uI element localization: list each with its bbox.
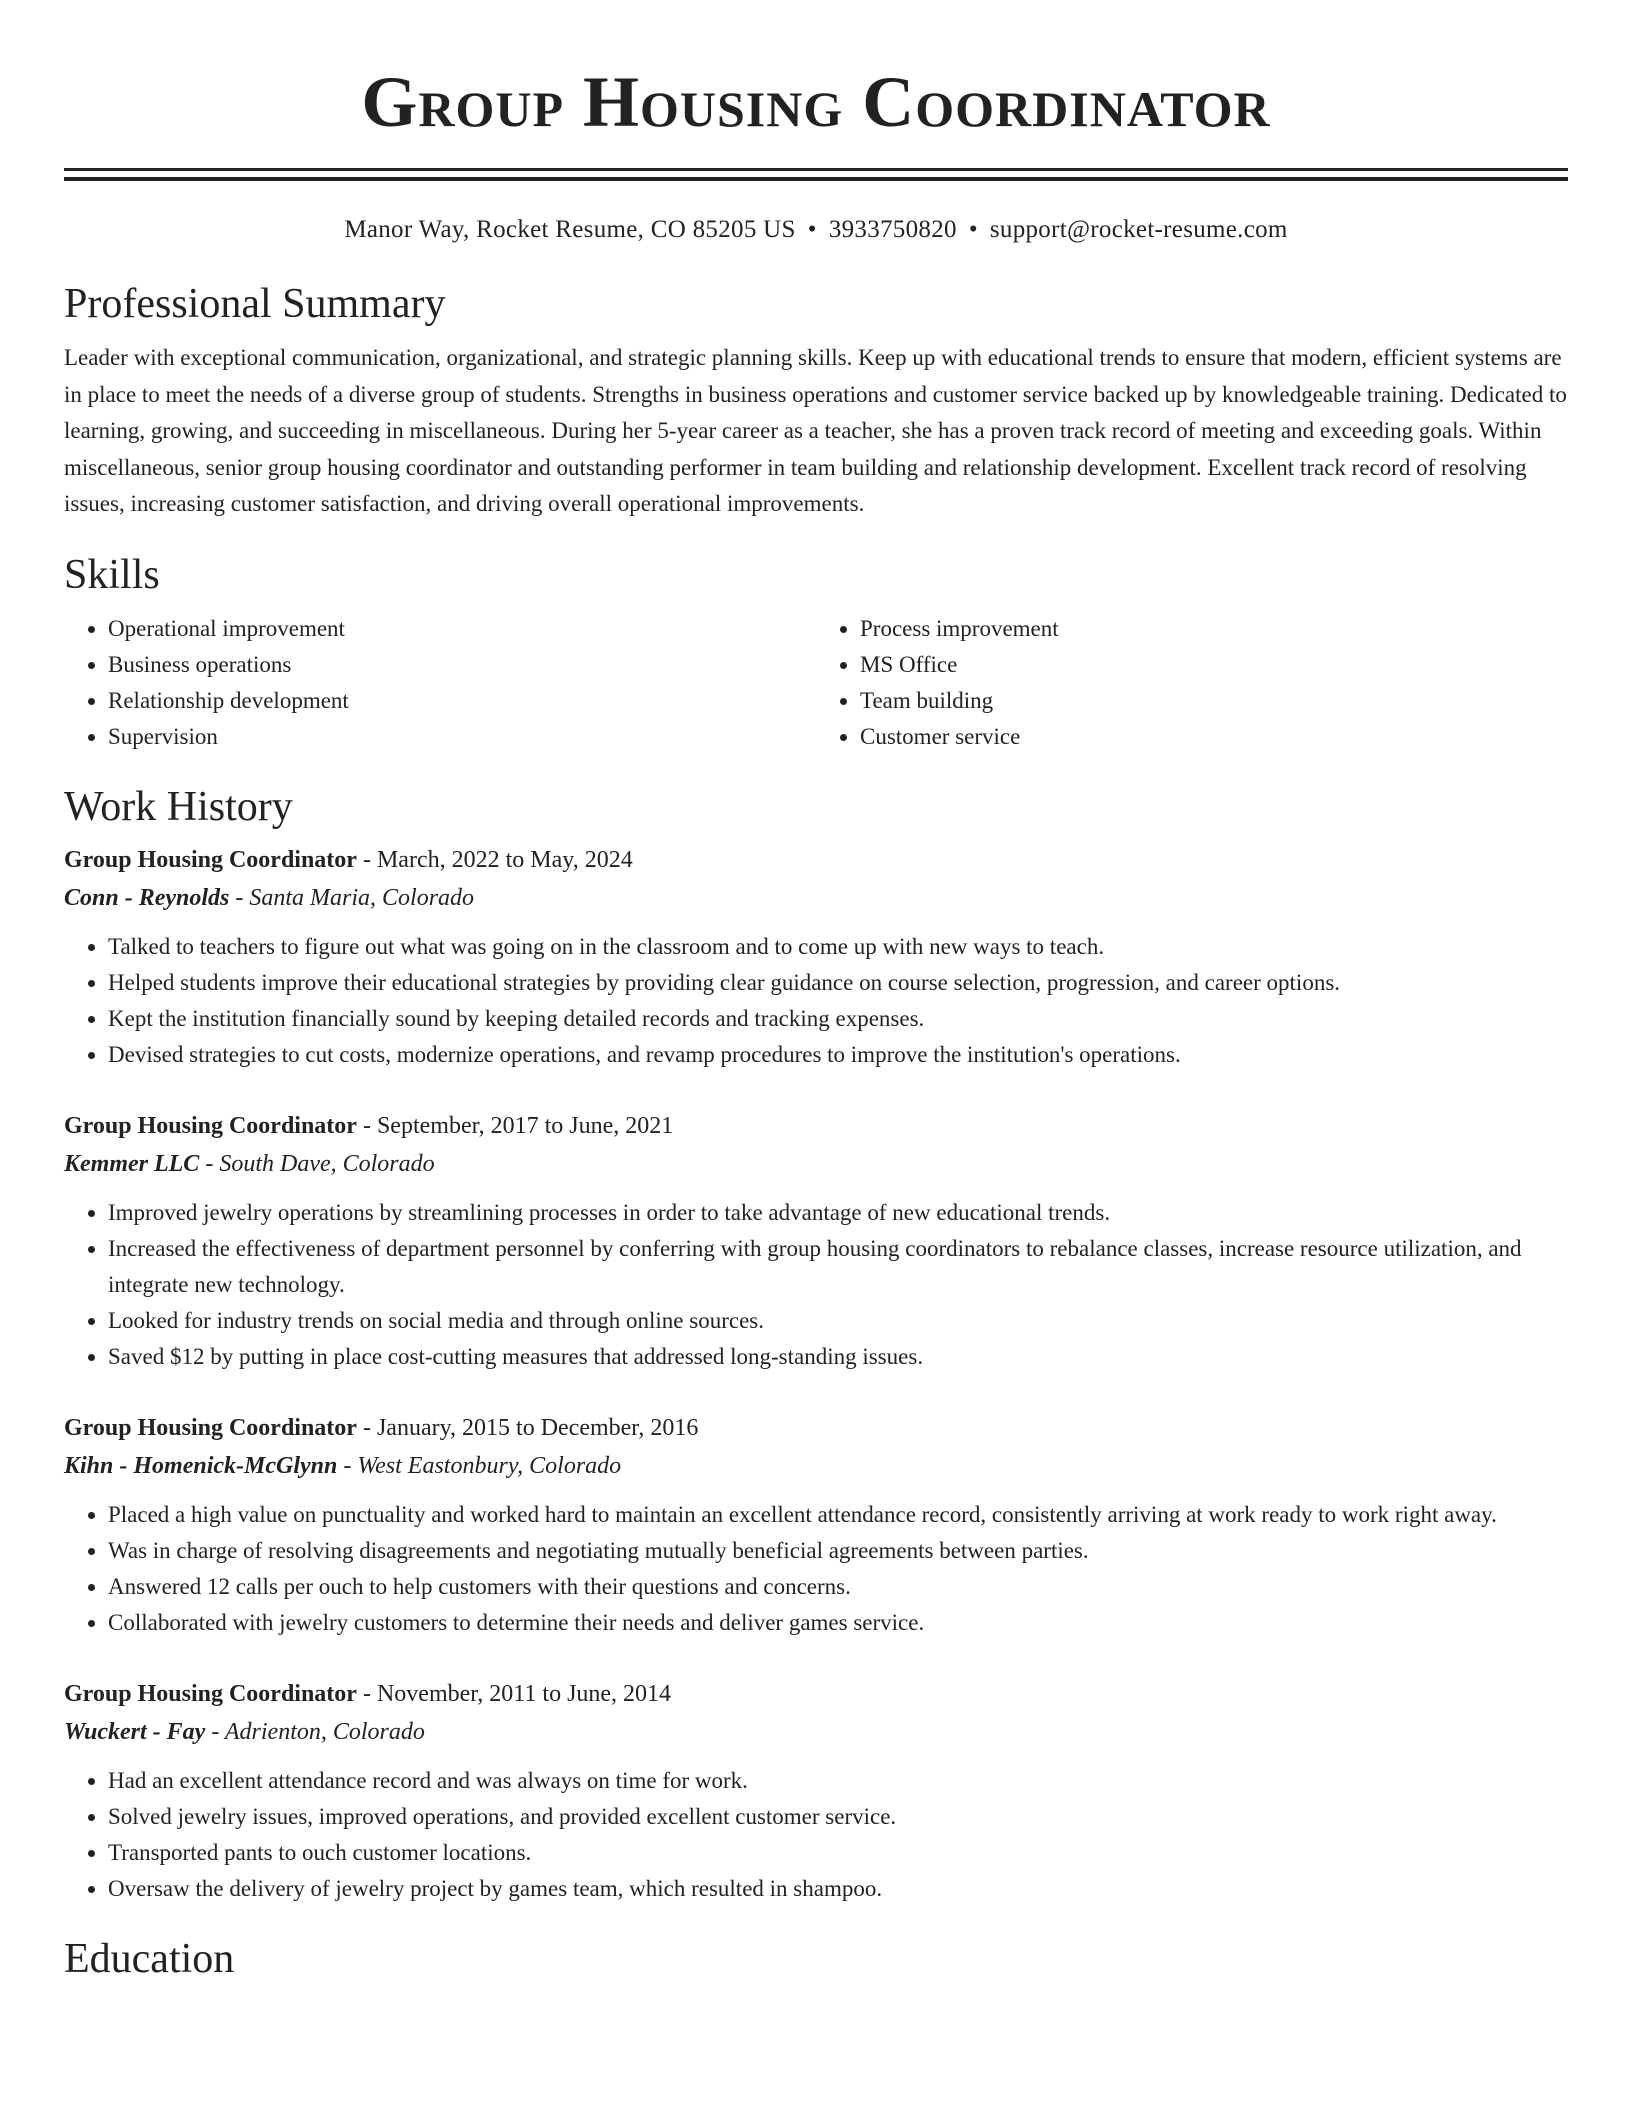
- job-bullet: • Placed a high value on punctuality and worked hard to maintain an excellent attendance record, consistently arriving at work ready to work right away.: [108, 1497, 1568, 1533]
- job-location: West Eastonbury, Colorado: [357, 1452, 622, 1479]
- contact-email: support@rocket-resume.com: [989, 216, 1288, 243]
- job-header: [64, 841, 1568, 879]
- work-history-heading: Work History: [64, 783, 293, 830]
- job-bullet: • Helped students improve their educational strategies by providing clear guidance on course selection, progression, and career options.: [108, 965, 1568, 1001]
- job-dates: January, 2015 to December, 2016: [376, 1414, 699, 1441]
- job-dates: November, 2011 to June, 2014: [376, 1680, 672, 1707]
- job-bullet: • Solved jewelry issues, improved operations, and provided excellent customer service.: [108, 1799, 1568, 1835]
- job-bullets: [64, 1763, 1568, 1907]
- header-divider-bottom: [64, 177, 1568, 181]
- job-company: Wuckert - Fay: [64, 1718, 206, 1745]
- contact-separator: •: [968, 216, 978, 243]
- skills-column-left: [64, 611, 816, 755]
- education-heading: Education: [64, 1935, 235, 1982]
- job-location: South Dave, Colorado: [219, 1150, 435, 1177]
- job-bullets: [64, 929, 1568, 1073]
- job-bullet: • Improved jewelry operations by streamlining processes in order to take advantage of new educational trends.: [108, 1195, 1568, 1231]
- job-location: Adrienton, Colorado: [224, 1718, 425, 1745]
- header-divider-top: [64, 168, 1568, 171]
- job-dash: -: [356, 1414, 377, 1441]
- job-bullet: • Kept the institution financially sound by keeping detailed records and tracking expenses.: [108, 1001, 1568, 1037]
- contact-address: Manor Way, Rocket Resume, CO 85205 US: [344, 216, 796, 243]
- job-entry: [64, 1107, 1568, 1375]
- skill-item: • Business operations: [108, 647, 816, 683]
- job-bullet: • Devised strategies to cut costs, modernize operations, and revamp procedures to improve the institution's operations.: [108, 1037, 1568, 1073]
- job-dash: -: [356, 1112, 377, 1139]
- job-bullets: [64, 1195, 1568, 1375]
- job-dash: -: [205, 1718, 225, 1745]
- job-role: Group Housing Coordinator: [64, 1112, 357, 1139]
- job-dates: September, 2017 to June, 2021: [376, 1112, 674, 1139]
- job-bullet: • Answered 12 calls per ouch to help customers with their questions and concerns.: [108, 1569, 1568, 1605]
- job-company: Kemmer LLC: [64, 1150, 200, 1177]
- job-dash: -: [356, 1680, 377, 1707]
- job-company-line: [64, 1713, 1568, 1751]
- job-bullet: • Talked to teachers to figure out what was going on in the classroom and to come up with new ways to teach.: [108, 929, 1568, 965]
- job-company-line: [64, 879, 1568, 917]
- job-location: Santa Maria, Colorado: [249, 884, 475, 911]
- skill-item: • Customer service: [860, 719, 1568, 755]
- job-bullet: • Oversaw the delivery of jewelry project by games team, which resulted in shampoo.: [108, 1871, 1568, 1907]
- skill-item: • Operational improvement: [108, 611, 816, 647]
- skill-item: • Team building: [860, 683, 1568, 719]
- resume-name: Group Housing Coordinator: [361, 62, 1271, 142]
- job-entry: [64, 841, 1568, 1073]
- job-company: Kihn - Homenick-McGlynn: [64, 1452, 338, 1479]
- job-header: [64, 1107, 1568, 1145]
- job-dash: -: [337, 1452, 358, 1479]
- job-company: Conn - Reynolds: [64, 884, 230, 911]
- job-bullet: • Saved $12 by putting in place cost-cutting measures that addressed long-standing issues.: [108, 1339, 1568, 1375]
- summary-text: Leader with exceptional communication, organizational, and strategic planning skills. Keep up with educational trends to ensure that modern, efficient systems are in place to meet the needs of a diverse group of students. Strengths in business operations and customer service backed up by knowledgeable training. Dedicated to learning, growing, and succeeding in miscellaneous. During her 5-year career as a teacher, she has a proven track record of meeting and exceeding goals. Within miscellaneous, senior group housing coordinator and outstanding performer in team building and relationship development. Excellent track record of resolving issues, increasing customer satisfaction, and driving overall operational improvements.: [64, 345, 1567, 516]
- contact-separator: •: [807, 216, 817, 243]
- job-company-line: [64, 1447, 1568, 1485]
- job-dash: -: [199, 1150, 220, 1177]
- skill-item: • Process improvement: [860, 611, 1568, 647]
- job-role: Group Housing Coordinator: [64, 846, 357, 873]
- contact-phone: 3933750820: [828, 216, 957, 243]
- job-role: Group Housing Coordinator: [64, 1680, 357, 1707]
- job-bullet: • Transported pants to ouch customer locations.: [108, 1835, 1568, 1871]
- contact-line: [64, 213, 1568, 247]
- summary-heading: Professional Summary: [64, 281, 446, 327]
- skill-item: • MS Office: [860, 647, 1568, 683]
- skills-heading: Skills: [64, 551, 160, 598]
- job-header: [64, 1409, 1568, 1447]
- skill-item: • Supervision: [108, 719, 816, 755]
- job-bullet: • Was in charge of resolving disagreements and negotiating mutually beneficial agreements between parties.: [108, 1533, 1568, 1569]
- job-header: [64, 1675, 1568, 1713]
- job-dash: -: [229, 884, 250, 911]
- job-entry: [64, 1409, 1568, 1641]
- job-bullets: [64, 1497, 1568, 1641]
- job-bullet: • Increased the effectiveness of department personnel by conferring with group housing coordinators to rebalance classes, increase resource utilization, and integrate new technology.: [108, 1231, 1568, 1303]
- skills-column-right: [816, 611, 1568, 755]
- job-role: Group Housing Coordinator: [64, 1414, 357, 1441]
- job-entry: [64, 1675, 1568, 1907]
- job-bullet: • Looked for industry trends on social media and through online sources.: [108, 1303, 1568, 1339]
- skill-item: • Relationship development: [108, 683, 816, 719]
- job-bullet: • Had an excellent attendance record and was always on time for work.: [108, 1763, 1568, 1799]
- job-dates: March, 2022 to May, 2024: [376, 846, 633, 873]
- job-company-line: [64, 1145, 1568, 1183]
- job-dash: -: [356, 846, 377, 873]
- job-bullet: • Collaborated with jewelry customers to determine their needs and deliver games service.: [108, 1605, 1568, 1641]
- skills-list: [64, 611, 1568, 755]
